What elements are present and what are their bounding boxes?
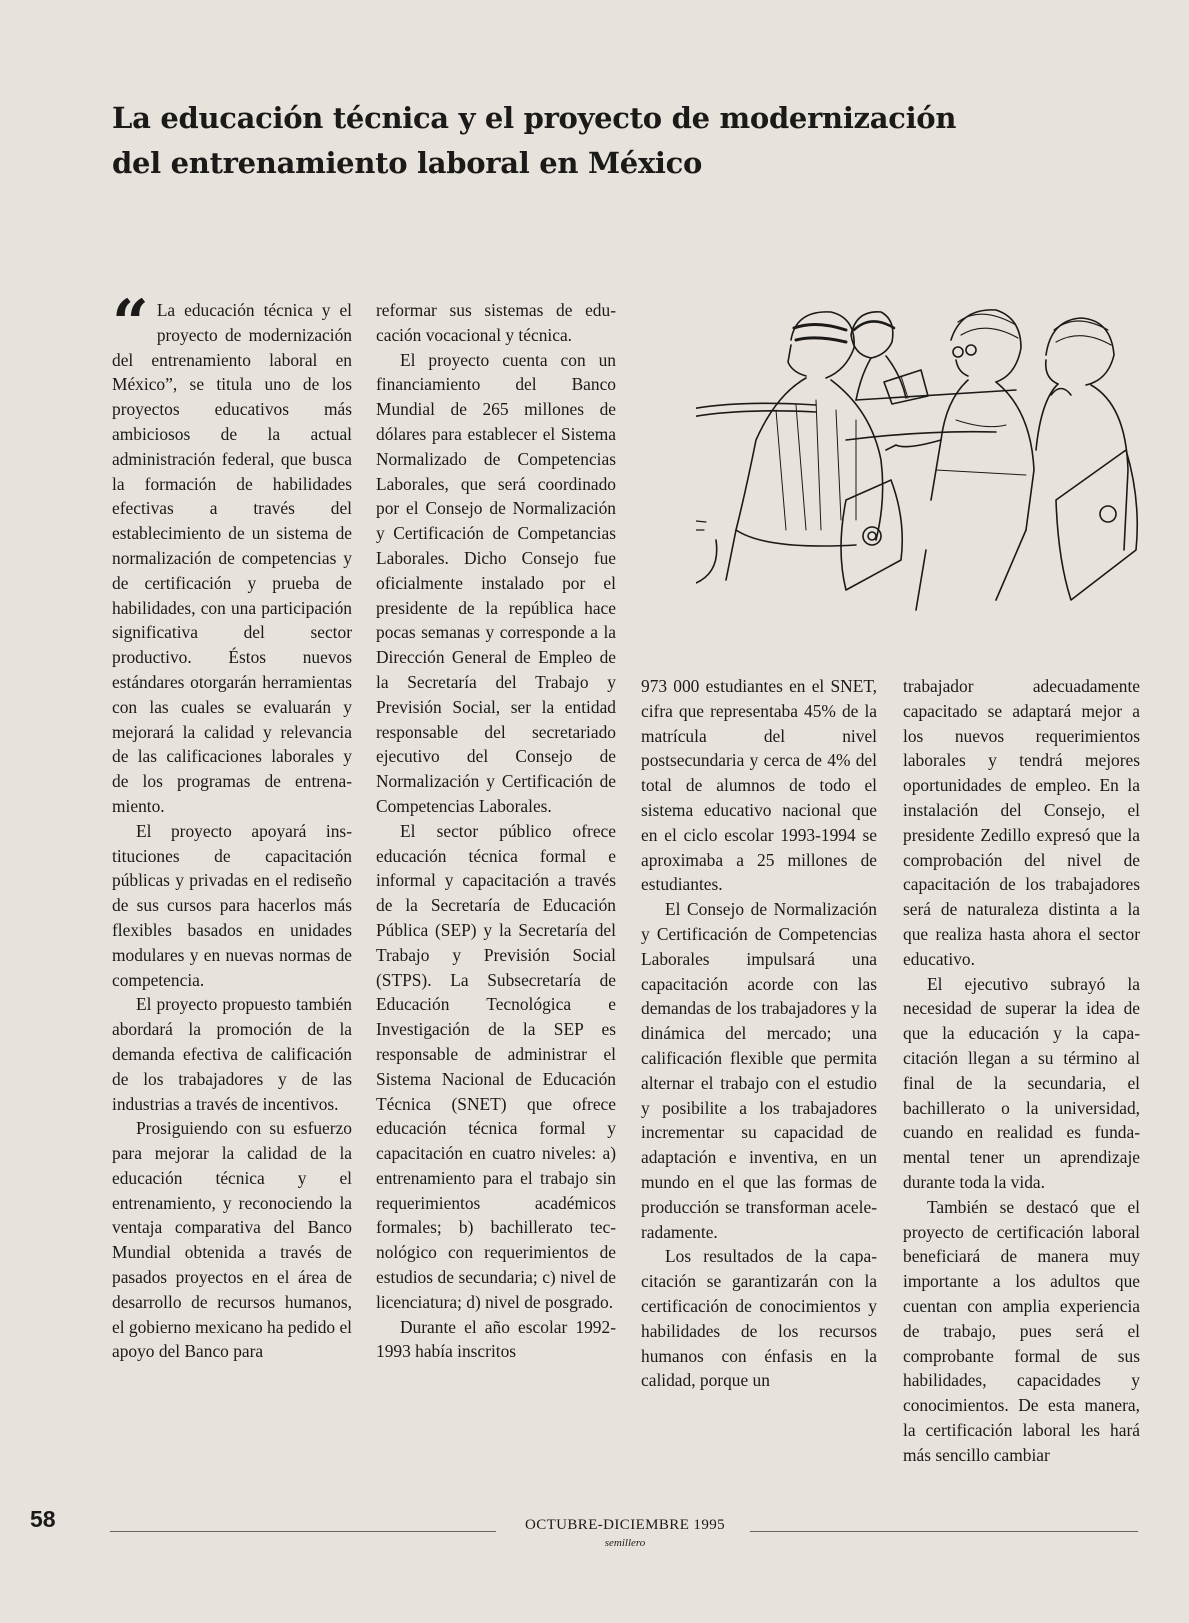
footer-rule-right <box>750 1531 1138 1532</box>
paragraph: El proyecto propuesto también abordará la promoción de la demanda efectiva de calificación de los trabajadores y de las industrias a través de incentivos. <box>112 994 352 1114</box>
paragraph: reformar sus sistemas de educación vocacional y técnica. <box>376 300 616 345</box>
opening-quote-mark: “ <box>112 286 149 361</box>
page-number: 58 <box>30 1506 56 1532</box>
paragraph <box>112 286 352 819</box>
classroom-illustration <box>696 300 1166 620</box>
footer-rule-left <box>110 1531 496 1532</box>
paragraph: También se destacó que el proyecto de certificación laboral beneficiará de manera muy importante a los adultos que cuentan con amplia experiencia de trabajo, pues será el comprobante formal de sus habilidades, capacidades y conocimientos. De esta manera, la certificación laboral les hará más sencillo cambiar <box>903 1196 1140 1465</box>
paragraph: trabajador adecuadamente capacitado se adaptará mejor a los nuevos requerimientos laborales y tendrá mejores oportunidades de empleo. En la instalación del Consejo, el presidente Zedillo expresó que la comprobación del nivel de capacitación de los trabajadores será de naturaleza distinta a la que realiza hasta ahora el sector educativo. <box>903 676 1140 969</box>
paragraph: El ejecutivo subrayó la necesidad de superar la idea de que la educación y la capacitación llegan a su término al final de la secundaria, el bachillerato o la universidad, cuando en realidad es fundamental tener un aprendizaje durante toda la vida. <box>903 973 1140 1192</box>
paragraph: El Consejo de Normalización y Certificación de Competencias Laborales impulsará una capacitación acorde con las demandas de los trabajadores y la dinámica del mercado; una calificación flexible que permita alternar el trabajo con el estudio y posibilite a los trabajadores incrementar su capacidad de adaptación e inventiva, en un mundo en el que las formas de producción se transforman aceleradamente. <box>641 899 877 1242</box>
issue-date: OCTUBRE-DICIEMBRE 1995 <box>524 1517 726 1533</box>
text-column-4 <box>903 674 1140 1468</box>
paragraph: 973 000 estudiantes en el SNET, cifra que representaba 45% de la matrícula del nivel postsecundaria y cerca de 4% del total de alumnos de todo el sistema educativo nacional que en el ciclo escolar 1993-1994 se aproximaba a 25 millones de estudiantes. <box>641 676 877 895</box>
paragraph: Durante el año escolar 1992-1993 había inscritos <box>376 1316 616 1362</box>
text-column-1 <box>112 286 353 1364</box>
paragraph: El sector público ofrece educación técnica formal e informal y capacitación a través de la Secretaría de Educación Pública (SEP) y la Secretaría del Trabajo y Previsión Social (STPS). La Subsecretaría de Educación Tecnológica e Investigación de la SEP es responsable de administrar el Sistema Nacional de Educación Técnica (SNET) que ofrece educación técnica formal y capacitación en cuatro niveles: a) entrenamiento para el trabajo sin requerimientos académicos formales; b) bachillerato tecnológico con requerimientos de estudios de secundaria; c) nivel de licenciatura; d) nivel de posgrado. <box>376 820 616 1312</box>
text-column-2 <box>376 298 616 1364</box>
paragraph: El proyecto cuenta con un financiamiento del Banco Mundial de 265 millones de dólares para establecer el Sistema Normalizado de Competencias Laborales, que será coordinado por el Consejo de Normalización y Certificación de Competancias Laborales. Dicho Consejo fue oficialmente instalado por el presidente de la república hace pocas semanas y corresponde a la Dirección General de Empleo de la Secretaría del Trabajo y Previsión Social, ser la entidad responsable del secretariado ejecutivo del Consejo de Normalización y Certificación de Competencias Laborales. <box>376 349 616 816</box>
paragraph: Los resultados de la capacitación se garantizarán con la certificación de conocimientos y habilidades de los recursos humanos con énfasis en la calidad, porque un <box>641 1246 877 1391</box>
paragraph: Prosiguiendo con su esfuerzo para mejorar la calidad de la educación técnica y el entrenamiento, y reconociendo la ventaja comparativa del Banco Mundial obtenida a través de pasados proyectos en el área de desarrollo de recursos humanos, el gobierno mexicano ha pedido el apoyo del Banco para <box>112 1118 353 1362</box>
publication-name: semillero <box>604 1537 646 1549</box>
text-column-3 <box>641 674 877 1393</box>
article-title: La educación técnica y el proyecto de modernización del entrenamiento laboral en México <box>112 101 957 180</box>
paragraph-text: La educación técnica y el proyecto de modernización del entrenamiento laboral en México”, se titula uno de los proyectos educativos más ambiciosos de la actual administración federal, que busca la formación de habilidades efectivas a través del establecimiento de un sistema de normalización de competencias y de certificación y prueba de habilidades, con una participación significativa del sector productivo. Éstos nuevos estándares otorgarán herramientas con las cuales se evaluarán y mejorará la calidad y relevancia de las calificaciones laborales y de los programas de entrenamiento. <box>112 300 352 816</box>
paragraph: El proyecto apoyará instituciones de capacitación públicas y privadas en el rediseño de sus cursos para hacerlos más flexibles basados en unidades modulares y en nuevas normas de competencia. <box>112 820 352 990</box>
